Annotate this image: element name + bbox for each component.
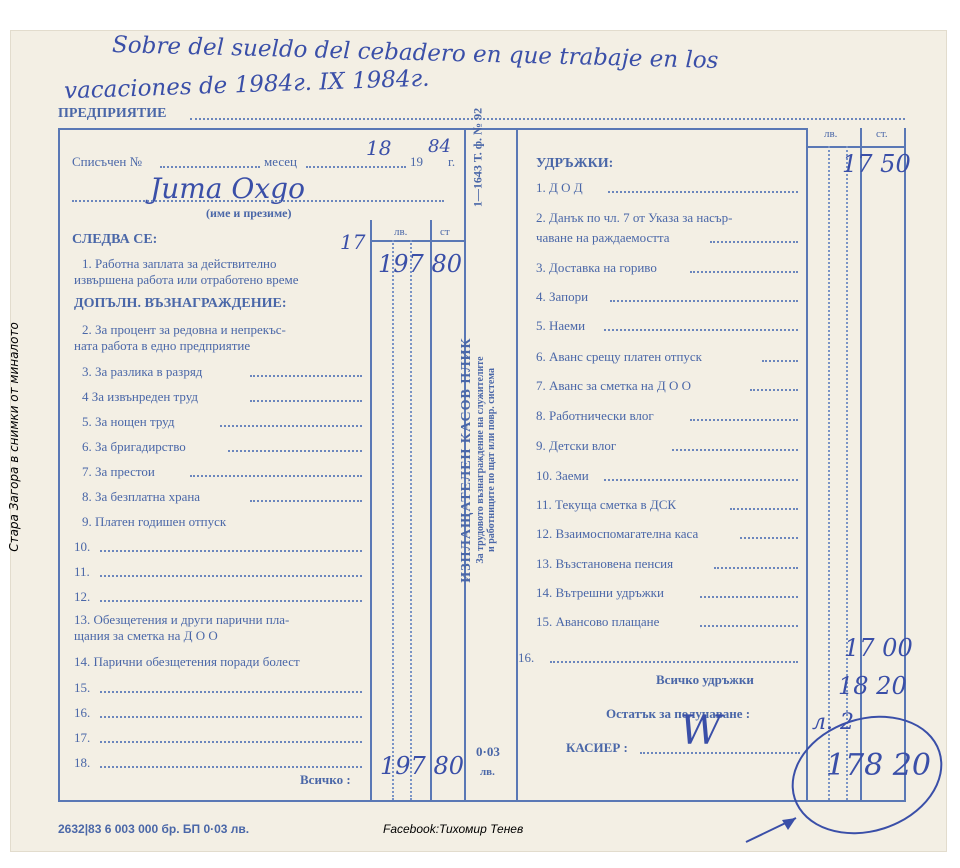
left-amount-left-line (370, 220, 372, 800)
list-number-dots (160, 166, 260, 168)
dots-3 (250, 375, 362, 377)
left-amount-header-line (370, 240, 464, 242)
print-code: 2632|83 6 003 000 бр. БП 0·03 лв. (58, 822, 250, 836)
right-item-12: 12. Взаимоспомагателна каса (536, 526, 699, 541)
left-col-st: ст (440, 226, 450, 238)
envelope-subtitle-1: За трудовото възнаграждение на служителите (475, 356, 486, 564)
right-col-lv: лв. (824, 128, 838, 140)
cashier-signature: W (680, 708, 722, 754)
item-1-line-2: извършена работа или отработено време (74, 272, 299, 287)
frame-bottom (58, 800, 906, 802)
name-dots (72, 200, 444, 202)
month-label: месец (264, 154, 297, 169)
cashier-label: КАСИЕР : (566, 740, 628, 755)
left-amount-mid-line (430, 220, 432, 800)
rdots-16 (550, 661, 798, 663)
item-2-line-2: ната работа в едно предприятие (74, 338, 251, 353)
extra-heading: ДОПЪЛН. ВЪЗНАГРАЖДЕНИЕ: (74, 296, 287, 311)
item-13-line-1: 13. Обезщетения и други парични пла- (74, 612, 290, 627)
left-item-15: 15. (74, 680, 91, 695)
left-total-value: 197 80 (380, 752, 464, 780)
remaining-label: Остатък за получаване : (606, 706, 751, 721)
right-grid-dots-1 (828, 146, 830, 800)
rdots-3 (690, 271, 798, 273)
days-worked: 17 (340, 230, 366, 254)
rdots-10 (604, 479, 798, 481)
month-value: 18 (366, 136, 392, 160)
left-grid-dots-2 (410, 240, 412, 800)
left-grid-dots-1 (392, 240, 394, 800)
dots-18 (100, 766, 362, 768)
right-item-9: 9. Детски влог (536, 438, 617, 453)
envelope-price: 0·03 (476, 744, 500, 759)
left-item-17: 17. (74, 730, 91, 745)
left-col-lv: лв. (394, 226, 408, 238)
rdots-6 (762, 360, 798, 362)
center-right-line (516, 128, 518, 800)
right-col-st: ст. (876, 128, 888, 140)
dots-12 (100, 600, 362, 602)
item-16-value: 17 00 (844, 634, 913, 662)
arrow-icon (742, 808, 802, 848)
item-13-line-2: щания за сметка на Д О О (74, 628, 218, 643)
list-number-label: Списъчен № (72, 154, 142, 169)
left-item-12: 12. (74, 589, 91, 604)
dots-7 (190, 475, 362, 477)
left-item-9: 9. Платен годишен отпуск (82, 514, 227, 529)
rdots-5 (604, 329, 798, 331)
year-prefix: 19 (410, 154, 423, 169)
left-item-7: 7. За престои (82, 464, 155, 479)
left-item-3: 3. За разлика в разряд (82, 364, 203, 379)
total-deductions-value: 18 20 (838, 672, 907, 700)
left-item-4: 4 За извънреден труд (82, 389, 199, 404)
right-item-8: 8. Работнически влог (536, 408, 654, 423)
envelope-price-unit: лв. (480, 766, 495, 778)
rdots-7 (750, 389, 798, 391)
dots-11 (100, 575, 362, 577)
envelope-title-block (459, 337, 497, 582)
rdots-11 (730, 508, 798, 510)
right-item-6: 6. Аванс срещу платен отпуск (536, 349, 702, 364)
right-amount-header-line (806, 146, 904, 148)
right-item-3: 3. Доставка на гориво (536, 260, 657, 275)
dots-16 (100, 716, 362, 718)
facebook-credit: Facebook:Тихомир Тенев (383, 822, 524, 836)
right-item-16: 16. (518, 650, 535, 665)
rdots-9 (672, 449, 798, 451)
dots-10 (100, 550, 362, 552)
month-dots (306, 166, 406, 168)
rdots-14 (700, 596, 798, 598)
right-item-11: 11. Текуща сметка в ДСК (536, 497, 677, 512)
right-heading: УДРЪЖКИ: (536, 156, 614, 171)
right-item-14: 14. Вътрешни удръжки (536, 585, 664, 600)
handwritten-line-1: Sobre del sueldo del cebadero en que trabaje en los (111, 32, 719, 74)
envelope-subtitle-2: и работниците по щат или повр. система (486, 367, 497, 553)
item-14: 14. Парични обезщетения поради болест (74, 654, 300, 669)
handwritten-note: л. 2 (812, 710, 854, 735)
handwritten-line-2: vacaciones de 1984г. IX 1984г. (63, 65, 430, 105)
right-item-5: 5. Наеми (536, 318, 586, 333)
dots-15 (100, 691, 362, 693)
right-item-15: 15. Авансово плащане (536, 614, 660, 629)
left-item-11: 11. (74, 564, 90, 579)
year-suffix: г. (448, 154, 456, 169)
right-amount-left-line (806, 128, 808, 800)
envelope-title: ИЗПЛАЩАТЕЛЕН КАСОВ ПЛИК (459, 337, 474, 583)
enterprise-label: ПРЕДПРИЯТИЕ (58, 106, 167, 121)
dots-4 (250, 400, 362, 402)
total-deductions-label: Всичко удръжки (656, 672, 754, 687)
right-grid-dots-2 (846, 146, 848, 800)
right-item-4: 4. Запори (536, 289, 589, 304)
left-item-5: 5. За нощен труд (82, 414, 175, 429)
left-item-8: 8. За безплатна храна (82, 489, 201, 504)
left-item-6: 6. За бригадирство (82, 439, 186, 454)
rdots-12 (740, 537, 798, 539)
rdots-1 (608, 191, 798, 193)
remaining-value: 178 20 (826, 748, 931, 783)
employee-name: Juma Oxgo (150, 172, 305, 205)
side-caption: Стара Загора в снимки от миналото (7, 322, 21, 552)
frame-top (58, 128, 808, 130)
right-item-10: 10. Заеми (536, 468, 589, 483)
dots-8 (250, 500, 362, 502)
rdots-8 (690, 419, 798, 421)
year-value: 84 (428, 136, 451, 157)
dod-value: 17 50 (842, 150, 911, 178)
item-1-line-1: 1. Работна заплата за действително (82, 256, 277, 271)
right-item-1: 1. Д О Д (536, 180, 583, 195)
item-2-line-1: 2. За процент за редовна и непрекъс- (82, 322, 286, 337)
left-total-label: Всичко : (300, 772, 351, 787)
frame-left (58, 128, 60, 800)
dots-6 (228, 450, 362, 452)
rdots-4 (610, 300, 798, 302)
right-item-2-line-2: чаване на раждаемостта (536, 230, 670, 245)
dots-17 (100, 741, 362, 743)
enterprise-dots (190, 118, 905, 120)
left-item-10: 10. (74, 539, 91, 554)
rdots-15 (700, 625, 798, 627)
left-item-18: 18. (74, 755, 91, 770)
right-item-13: 13. Възстановена пенсия (536, 556, 674, 571)
left-item-16: 16. (74, 705, 91, 720)
right-item-2-line-1: 2. Данък по чл. 7 от Указа за насър- (536, 210, 733, 225)
form-code: 1—1643 Т. ф. № 92 (470, 107, 485, 208)
item-1-amount: 197 80 (378, 250, 462, 278)
left-heading: СЛЕДВА СЕ: (72, 232, 158, 247)
dots-5 (220, 425, 362, 427)
rdots-13 (714, 567, 798, 569)
rdots-2 (710, 241, 798, 243)
name-caption: (име и презиме) (206, 206, 292, 220)
right-item-7: 7. Аванс за сметка на Д О О (536, 378, 691, 393)
